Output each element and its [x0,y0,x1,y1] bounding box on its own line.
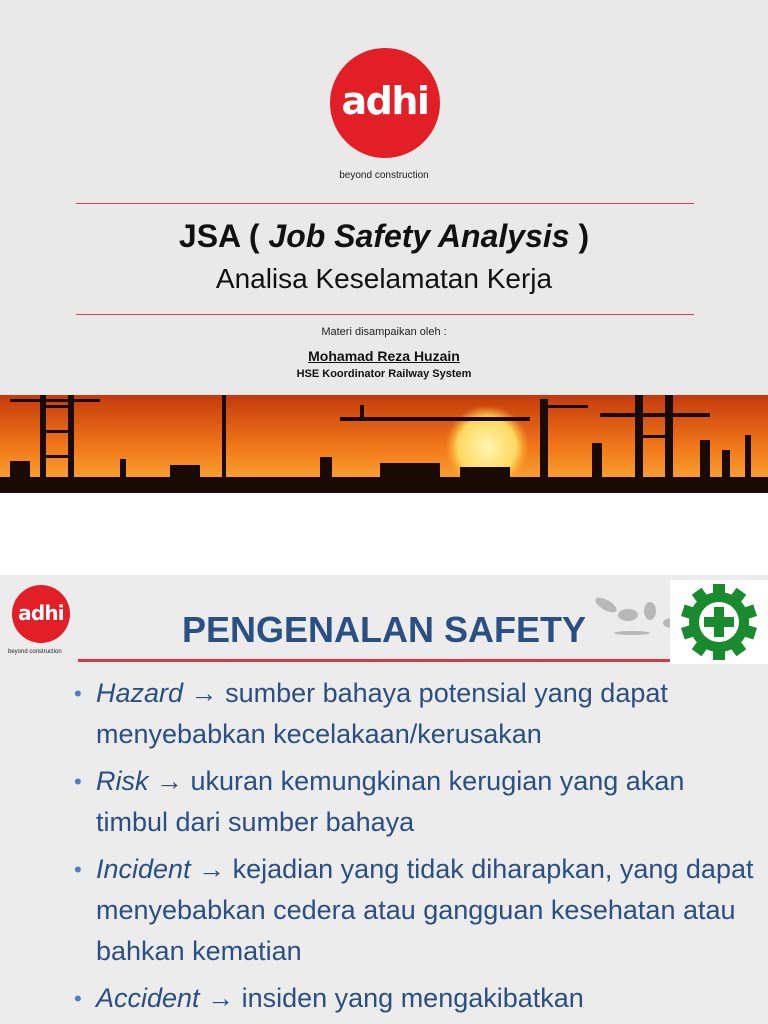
definition: insiden yang mengakibatkan [241,983,584,1013]
term: Risk [96,766,149,796]
divider-top [76,203,694,204]
slide-subtitle: Analisa Keselamatan Kerja [215,263,553,294]
adhi-logo [330,48,440,158]
presenter-role: HSE Koordinator Railway System [296,368,472,380]
bullet-icon: • [74,986,82,1011]
bullet-icon: • [74,769,82,794]
definition-list [74,673,754,1024]
logo-text: adhi [341,79,429,123]
construction-sunset-banner [0,395,768,493]
list-item [74,849,754,972]
bullet-icon: • [74,681,82,706]
arrow-icon: → [199,983,242,1013]
definition: ukuran kemungkinan kerugian yang akan timbul dari sumber bahaya [96,766,685,837]
arrow-icon: → [148,766,191,796]
logo-text-small: adhi [18,601,64,625]
slide-pengenalan-safety [0,575,768,1024]
slide-title: PENGENALAN SAFETY [181,609,587,650]
arrow-icon: → [190,854,233,884]
title-prefix: JSA ( [178,218,269,254]
divider-bottom [76,314,694,315]
slide-title [0,218,768,255]
definition: sumber bahaya potensial yang dapat menyebabkan kecelakaan/kerusakan [96,678,668,749]
presenter-label: Materi disampaikan oleh : [321,326,447,338]
presenter-name: Mohamad Reza Huzain [308,348,460,364]
title-underline [78,659,670,662]
term: Incident [96,854,191,884]
list-item [74,978,754,1019]
arrow-icon: → [183,678,226,708]
logo-tagline-small: beyond construction [8,649,62,655]
title-italic: Job Safety Analysis [268,218,570,254]
list-item [74,673,754,755]
definition: kejadian yang tidak diharapkan, yang dapat menyebabkan cedera atau gangguan kesehatan atau bahkan kematian [96,854,754,966]
list-item [74,761,754,843]
slide-cover [0,0,768,493]
logo-tagline: beyond construction [339,170,429,181]
title-suffix: ) [569,218,590,254]
term: Accident [96,983,200,1013]
term: Hazard [96,678,184,708]
bullet-icon: • [74,857,82,882]
